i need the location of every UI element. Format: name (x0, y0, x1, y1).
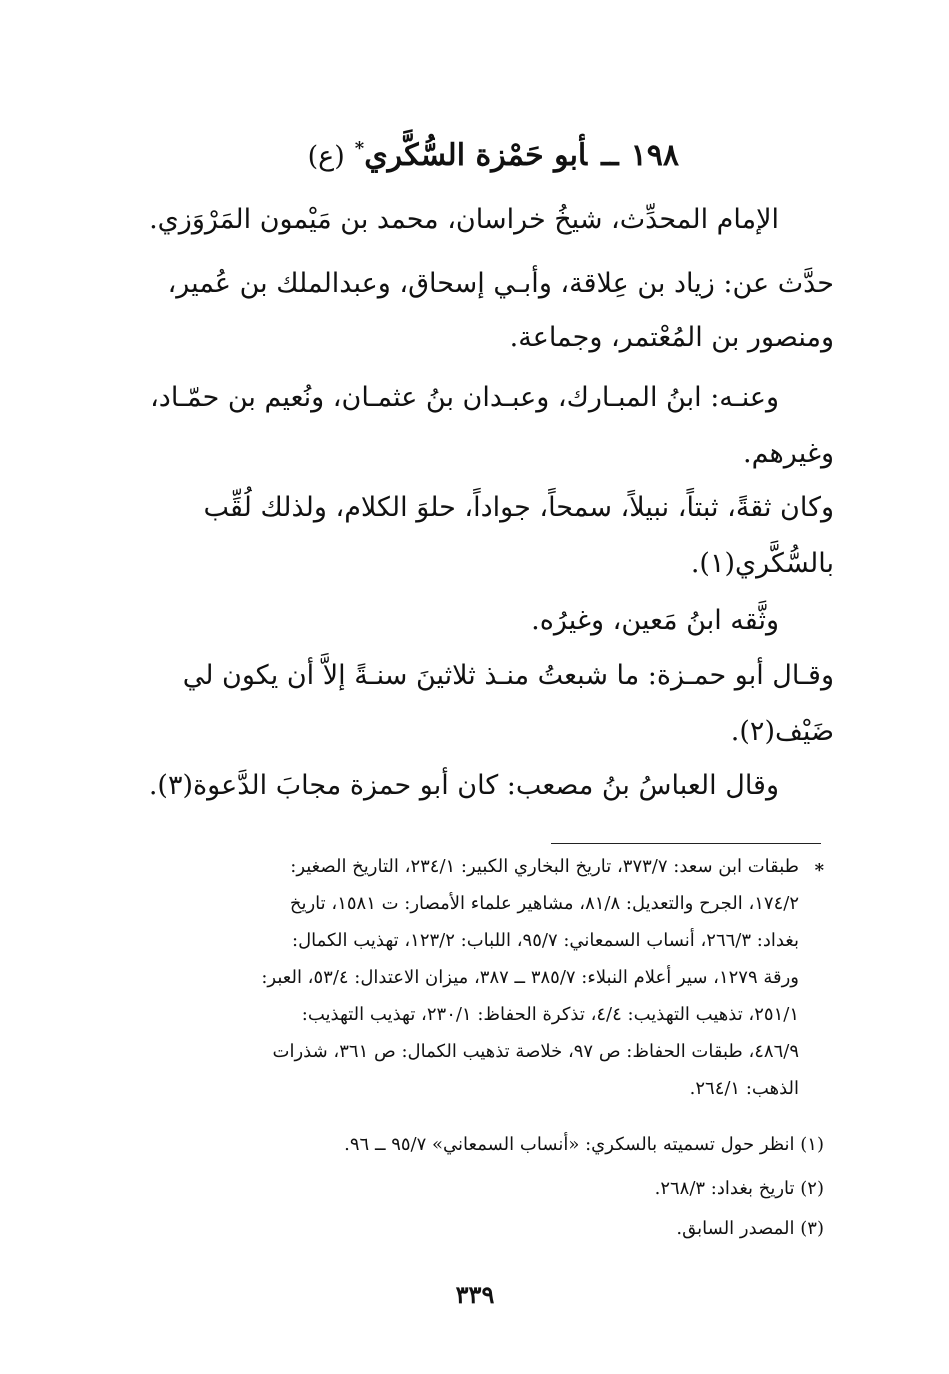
body-line: وقال العباسُ بنُ مصعب: كان أبو حمزة مجابَ الدَّعوة(٣). (148, 770, 779, 801)
footnote-source-line: ورقة ١٢٧٩، سير أعلام النبلاء: ٣٨٥/٧ ــ ٣٨٧، ميزان الاعتدال: ٥٣/٤، العبر: (261, 967, 799, 988)
body-line: وقـال أبو حمـزة: ما شبعتُ منـذ ثلاثينَ سنـةً إلاَّ أن يكون لي (182, 660, 834, 691)
body-line: وعنـه: ابنُ المبـارك، وعبـدان بنُ عثمـان، ونُعيم بن حمّـاد، (150, 382, 779, 413)
body-line: وكان ثقةً، ثبتاً، نبيلاً، سمحاً، جواداً، حلوَ الكلام، ولذلك لُقِّب (203, 492, 834, 523)
footnote-source-line: ٢٥١/١، تذهيب التهذيب: ٤/٤، تذكرة الحفاظ: ٢٣٠/١، تهذيب التهذيب: (301, 1004, 799, 1025)
footnote-note-2: (٢) تاريخ بغداد: ٢٦٨/٣. (654, 1178, 824, 1199)
body-line: بالسُّكَّري(١). (690, 548, 834, 579)
entry-dash: ــ (601, 138, 619, 173)
footnote-star: * (354, 138, 365, 159)
footnote-separator (551, 843, 821, 844)
body-line: ومنصور بن المُعْتمر، وجماعة. (509, 322, 834, 353)
footnote-source-line: ١٧٤/٢، الجرح والتعديل: ٨١/٨، مشاهير علماء الأمصار: ت ١٥٨١، تاريخ (289, 893, 799, 914)
entry-number: ١٩٨ (630, 138, 679, 173)
page-number: ٣٣٩ (455, 1280, 495, 1309)
footnote-note-1: (١) انظر حول تسميته بالسكري: «أنساب السمعاني» ٩٥/٧ ــ ٩٦. (344, 1134, 824, 1155)
footnote-source-line: طبقات ابن سعد: ٣٧٣/٧، تاريخ البخاري الكبير: ٢٣٤/١، التاريخ الصغير: (290, 856, 799, 877)
footnote-source-line: الذهب: ٢٦٤/١. (689, 1078, 799, 1099)
footnote-marker: * (814, 860, 824, 881)
footnote-source-line: بغداد: ٢٦٦/٣، أنساب السمعاني: ٩٥/٧، اللباب: ١٢٣/٢، تهذيب الكمال: (292, 930, 799, 951)
body-line: ضَيْف(٢). (730, 716, 834, 747)
body-line: وغيرهم. (743, 438, 834, 469)
entry-heading (308, 138, 679, 173)
footnote-source-line: ٤٨٦/٩، طبقات الحفاظ: ص ٩٧، خلاصة تذهيب الكمال: ص ٣٦١، شذرات (272, 1041, 799, 1062)
footnote-note-3: (٣) المصدر السابق. (676, 1218, 824, 1239)
body-line: حدَّث عن: زياد بن عِلاقة، وأبـي إسحاق، وعبدالملك بن عُمير، (167, 268, 834, 299)
body-line: الإمام المحدِّث، شيخُ خراسان، محمد بن مَيْمون المَرْوَزي. (149, 204, 779, 235)
body-line: وثَّقه ابنُ مَعين، وغيرُه. (531, 605, 779, 636)
entry-name: أبو حَمْزة السُّكَّري (364, 138, 588, 173)
entry-code: (ع) (307, 141, 345, 172)
